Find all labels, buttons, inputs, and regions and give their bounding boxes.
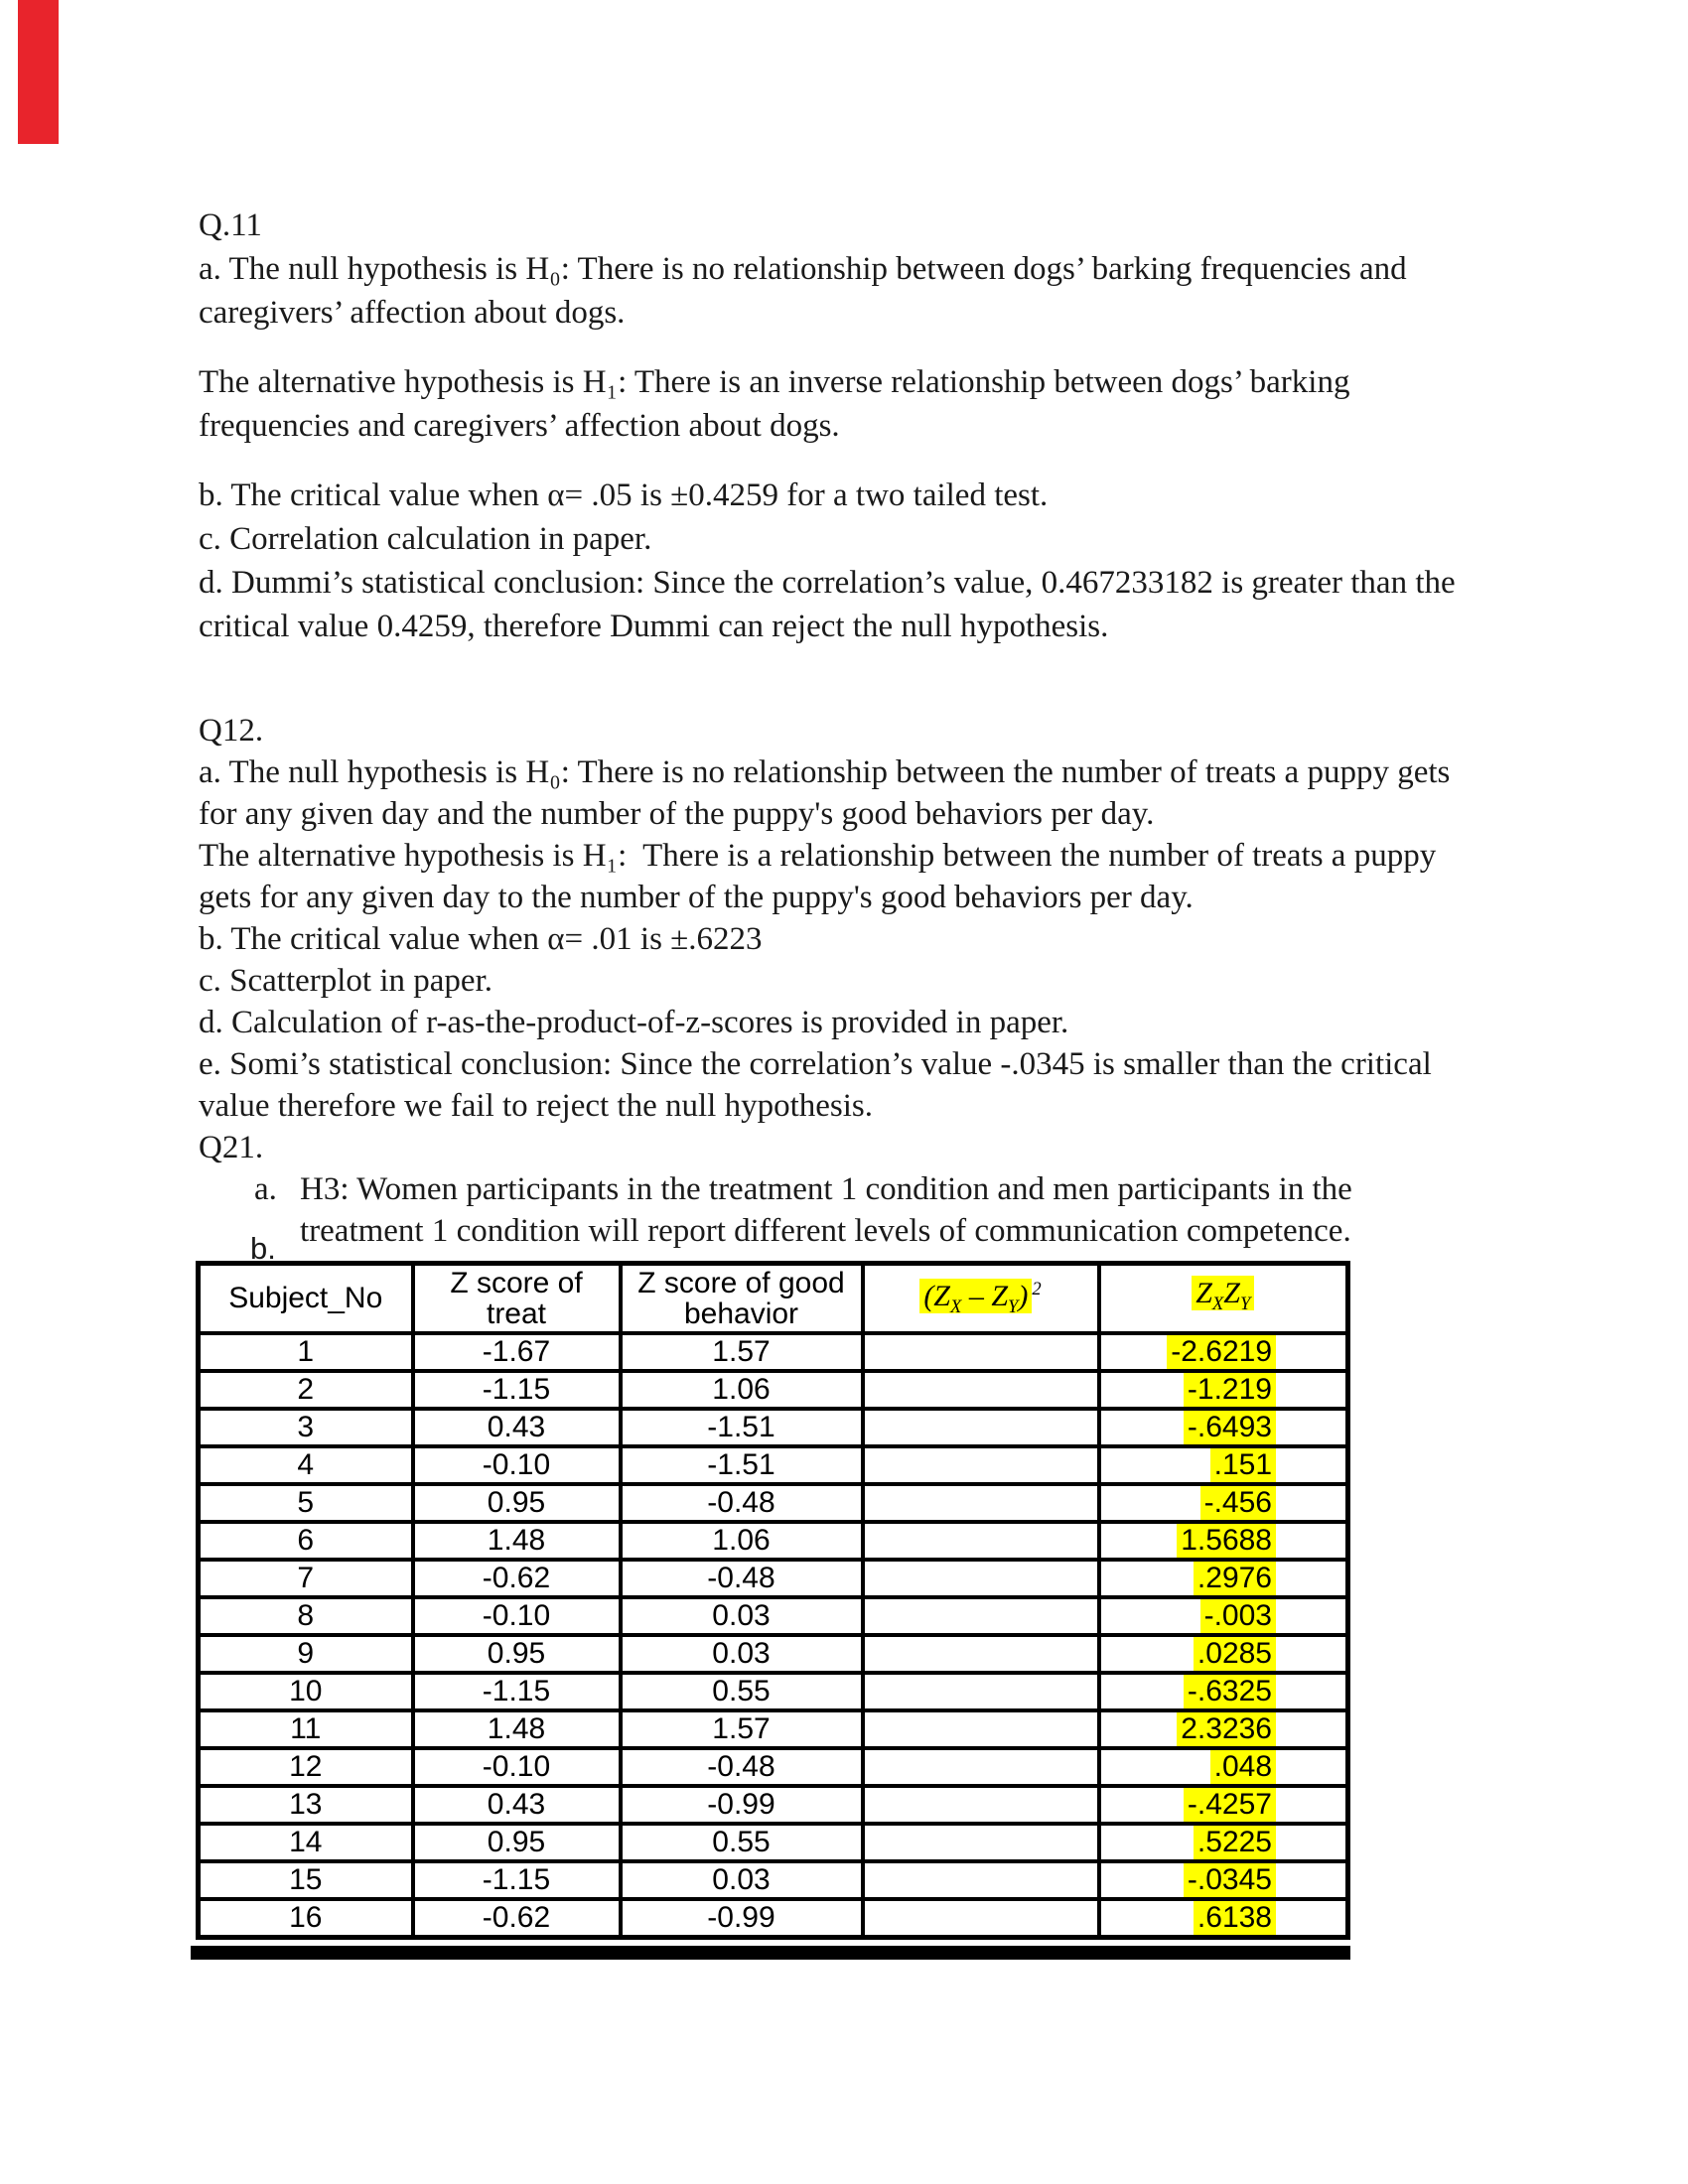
highlighted-value: .151 <box>1210 1447 1276 1482</box>
product-formula-highlight: $Z_XZ_Y$ <box>1192 1276 1254 1310</box>
q12-heading: Q12. <box>199 713 264 749</box>
cell-product <box>1099 1748 1348 1786</box>
cell-z-treat: 0.95 <box>413 1484 621 1522</box>
q11-d-line2: critical value 0.4259, therefore Dummi can reject the null hypothesis. <box>199 609 1109 644</box>
cell-z-treat: -0.62 <box>413 1560 621 1597</box>
cell-subject-no: 7 <box>199 1560 413 1597</box>
q11-heading: Q.11 <box>199 207 262 243</box>
cell-diff-sq <box>863 1673 1099 1710</box>
table-row <box>199 1446 1348 1484</box>
table-row <box>199 1710 1348 1748</box>
table-body <box>199 1333 1348 1938</box>
cell-subject-no: 14 <box>199 1824 413 1861</box>
q21-heading: Q21. <box>199 1130 264 1165</box>
highlighted-value: 1.5688 <box>1177 1523 1276 1558</box>
cell-product <box>1099 1710 1348 1748</box>
cell-product <box>1099 1786 1348 1824</box>
cell-diff-sq <box>863 1560 1099 1597</box>
cell-z-treat: 1.48 <box>413 1522 621 1560</box>
cell-subject-no: 3 <box>199 1409 413 1446</box>
highlighted-value: 2.3236 <box>1177 1711 1276 1746</box>
cell-subject-no: 5 <box>199 1484 413 1522</box>
q12-b-line: b. The critical value when α= .01 is ±.6223 <box>199 921 763 957</box>
cell-z-treat: -1.15 <box>413 1371 621 1409</box>
header-product <box>1099 1264 1348 1333</box>
cell-product <box>1099 1484 1348 1522</box>
highlighted-value: .048 <box>1210 1749 1276 1784</box>
cell-z-treat: -1.67 <box>413 1333 621 1371</box>
table-row <box>199 1861 1348 1899</box>
highlighted-value: -.4257 <box>1184 1787 1276 1822</box>
header-z-behavior-line1: Z score of good <box>637 1266 845 1299</box>
table-row <box>199 1748 1348 1786</box>
cell-z-behavior: -1.51 <box>621 1409 863 1446</box>
cell-diff-sq <box>863 1786 1099 1824</box>
q11-alt-line2: frequencies and caregivers’ affection about dogs. <box>199 408 840 444</box>
highlighted-value: .0285 <box>1194 1636 1276 1671</box>
cell-subject-no: 9 <box>199 1635 413 1673</box>
q12-a-line2: for any given day and the number of the puppy's good behaviors per day. <box>199 796 1155 832</box>
cell-product <box>1099 1861 1348 1899</box>
table-row <box>199 1409 1348 1446</box>
header-z-treat <box>413 1264 621 1333</box>
table-row <box>199 1522 1348 1560</box>
cell-diff-sq <box>863 1371 1099 1409</box>
cell-z-behavior: -0.99 <box>621 1899 863 1938</box>
table-row <box>199 1899 1348 1938</box>
cell-product <box>1099 1333 1348 1371</box>
highlighted-value: -.003 <box>1200 1598 1276 1633</box>
cell-subject-no: 16 <box>199 1899 413 1938</box>
cell-diff-sq <box>863 1446 1099 1484</box>
cell-product <box>1099 1635 1348 1673</box>
cell-z-behavior: -1.51 <box>621 1446 863 1484</box>
cell-product <box>1099 1560 1348 1597</box>
cell-z-treat: -1.15 <box>413 1861 621 1899</box>
table-row <box>199 1673 1348 1710</box>
q12-alt-line1: The alternative hypothesis is H₁: There is a relationship between the number of treats a puppy <box>199 838 1437 874</box>
cell-z-behavior: 1.57 <box>621 1710 863 1748</box>
cell-subject-no: 11 <box>199 1710 413 1748</box>
cell-z-treat: 0.95 <box>413 1824 621 1861</box>
diff-sq-formula-highlight: $(Z_X - Z_Y)$ <box>919 1279 1032 1313</box>
red-bookmark-marker <box>18 0 59 144</box>
q12-d-line: d. Calculation of r-as-the-product-of-z-scores is provided in paper. <box>199 1005 1069 1040</box>
cell-diff-sq <box>863 1409 1099 1446</box>
z-scores-table-wrap <box>196 1261 1345 1960</box>
cell-product <box>1099 1371 1348 1409</box>
highlighted-value: -.6493 <box>1184 1410 1276 1444</box>
cell-z-behavior: 0.03 <box>621 1597 863 1635</box>
cell-product <box>1099 1409 1348 1446</box>
q21-b-marker: b. <box>250 1231 276 1266</box>
q12-e-line1: e. Somi’s statistical conclusion: Since the correlation’s value -.0345 is smaller than the critical <box>199 1046 1432 1082</box>
cell-subject-no: 13 <box>199 1786 413 1824</box>
highlighted-value: -1.219 <box>1184 1372 1276 1407</box>
table-bottom-double-rule <box>191 1946 1350 1960</box>
highlighted-value: -.6325 <box>1184 1674 1276 1708</box>
table-header <box>199 1264 1348 1333</box>
cell-subject-no: 4 <box>199 1446 413 1484</box>
cell-subject-no: 8 <box>199 1597 413 1635</box>
header-z-treat-line2: treat <box>486 1297 547 1330</box>
cell-product <box>1099 1673 1348 1710</box>
cell-subject-no: 12 <box>199 1748 413 1786</box>
cell-z-treat: 1.48 <box>413 1710 621 1748</box>
cell-z-treat: -0.10 <box>413 1446 621 1484</box>
table-row <box>199 1333 1348 1371</box>
z-scores-table <box>196 1261 1350 1940</box>
cell-z-treat: -0.10 <box>413 1748 621 1786</box>
cell-diff-sq <box>863 1710 1099 1748</box>
q11-d-line1: d. Dummi’s statistical conclusion: Since the correlation’s value, 0.467233182 is greater than the <box>199 565 1456 601</box>
header-z-treat-line1: Z score of <box>450 1266 583 1299</box>
cell-product <box>1099 1824 1348 1861</box>
table-row <box>199 1786 1348 1824</box>
q21-a-line2: treatment 1 condition will report different levels of communication competence. <box>300 1213 1351 1249</box>
product-formula <box>1192 1276 1254 1314</box>
cell-diff-sq <box>863 1597 1099 1635</box>
cell-z-treat: -1.15 <box>413 1673 621 1710</box>
q11-c-line: c. Correlation calculation in paper. <box>199 521 652 557</box>
cell-z-treat: -0.62 <box>413 1899 621 1938</box>
table-row <box>199 1484 1348 1522</box>
q11-alt-line1: The alternative hypothesis is H₁: There is an inverse relationship between dogs’ barking <box>199 364 1350 400</box>
q12-e-line2: value therefore we fail to reject the null hypothesis. <box>199 1088 873 1124</box>
cell-subject-no: 1 <box>199 1333 413 1371</box>
cell-diff-sq <box>863 1824 1099 1861</box>
cell-z-behavior: 0.55 <box>621 1673 863 1710</box>
highlighted-value: .6138 <box>1194 1900 1276 1935</box>
cell-diff-sq <box>863 1899 1099 1938</box>
cell-diff-sq <box>863 1861 1099 1899</box>
table-row <box>199 1824 1348 1861</box>
cell-product <box>1099 1899 1348 1938</box>
q21-item-a <box>199 1168 1519 1210</box>
diff-sq-formula: $(Z_X - Z_Y)$ $^2$ <box>919 1280 1041 1312</box>
cell-z-treat: 0.43 <box>413 1409 621 1446</box>
q11-a-line2: caregivers’ affection about dogs. <box>199 295 626 331</box>
header-diff-sq <box>863 1264 1099 1333</box>
cell-diff-sq <box>863 1748 1099 1786</box>
q12-a-line1: a. The null hypothesis is H₀: There is no relationship between the number of treats a puppy gets <box>199 754 1451 790</box>
header-z-behavior <box>621 1264 863 1333</box>
cell-subject-no: 10 <box>199 1673 413 1710</box>
cell-z-behavior: 0.03 <box>621 1635 863 1673</box>
q11-b-line: b. The critical value when α= .05 is ±0.4259 for a two tailed test. <box>199 478 1049 513</box>
cell-diff-sq <box>863 1635 1099 1673</box>
table-row <box>199 1560 1348 1597</box>
cell-z-behavior: -0.48 <box>621 1484 863 1522</box>
cell-z-behavior: -0.48 <box>621 1748 863 1786</box>
cell-z-treat: 0.95 <box>413 1635 621 1673</box>
cell-product <box>1099 1597 1348 1635</box>
q11-a-line1: a. The null hypothesis is H₀: There is no relationship between dogs’ barking frequencies and <box>199 251 1407 287</box>
cell-subject-no: 15 <box>199 1861 413 1899</box>
table-row <box>199 1597 1348 1635</box>
cell-z-behavior: 0.55 <box>621 1824 863 1861</box>
cell-diff-sq <box>863 1484 1099 1522</box>
table-row <box>199 1371 1348 1409</box>
cell-subject-no: 6 <box>199 1522 413 1560</box>
cell-z-behavior: 1.06 <box>621 1522 863 1560</box>
table-row <box>199 1635 1348 1673</box>
header-subject-no: Subject_No <box>199 1264 413 1333</box>
q12-alt-line2: gets for any given day to the number of the puppy's good behaviors per day. <box>199 880 1194 915</box>
highlighted-value: -.456 <box>1200 1485 1276 1520</box>
cell-z-behavior: 1.57 <box>621 1333 863 1371</box>
cell-z-behavior: 1.06 <box>621 1371 863 1409</box>
cell-z-treat: 0.43 <box>413 1786 621 1824</box>
cell-product <box>1099 1446 1348 1484</box>
q12-c-line: c. Scatterplot in paper. <box>199 963 492 999</box>
cell-diff-sq <box>863 1333 1099 1371</box>
cell-z-behavior: 0.03 <box>621 1861 863 1899</box>
highlighted-value: .2976 <box>1194 1561 1276 1595</box>
q21-a-marker: a. <box>254 1171 277 1207</box>
cell-z-behavior: -0.48 <box>621 1560 863 1597</box>
highlighted-value: -.0345 <box>1184 1862 1276 1897</box>
cell-z-treat: -0.10 <box>413 1597 621 1635</box>
header-z-behavior-line2: behavior <box>683 1297 799 1330</box>
table-header-row <box>199 1264 1348 1333</box>
cell-z-behavior: -0.99 <box>621 1786 863 1824</box>
highlighted-value: -2.6219 <box>1167 1334 1276 1369</box>
highlighted-value: .5225 <box>1194 1825 1276 1859</box>
document-text <box>199 204 1519 1264</box>
cell-product <box>1099 1522 1348 1560</box>
cell-subject-no: 2 <box>199 1371 413 1409</box>
cell-diff-sq <box>863 1522 1099 1560</box>
q21-a-line1: H3: Women participants in the treatment 1 condition and men participants in the <box>300 1171 1352 1207</box>
